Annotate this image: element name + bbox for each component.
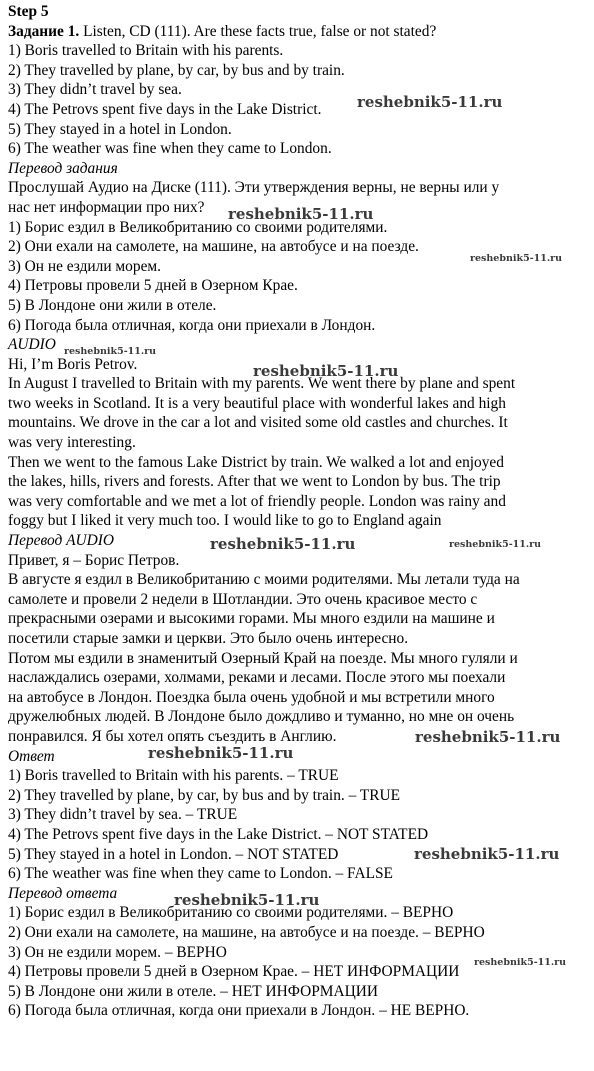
audio-line: Then we went to the famous Lake District by train. We walked a lot and enjoyed: [8, 453, 504, 471]
task-label: Задание 1.: [8, 22, 80, 40]
task-translation-line: 3) Он не ездили морем.: [8, 257, 161, 275]
task-item: 2) They travelled by plane, by car, by bus and by train.: [8, 61, 345, 79]
task-translation-line: 4) Петровы провели 5 дней в Озерном Крае.: [8, 277, 298, 295]
task-item: 4) The Petrovs spent five days in the Lake District.: [8, 100, 322, 118]
task-item: 1) Boris travelled to Britain with his parents.: [8, 42, 284, 60]
audio-line: the lakes, hills, rivers and forests. After that we went to London by bus. The trip: [8, 473, 501, 491]
answer-translation-line: 4) Петровы провели 5 дней в Озерном Крае. – НЕТ ИНФОРМАЦИИ: [8, 963, 460, 981]
watermark: reshebnik5-11.ru: [148, 744, 294, 762]
task-text: Listen, CD (111). Are these facts true, false or not stated?: [79, 22, 437, 40]
answer-line: 3) They didn’t travel by sea. – TRUE: [8, 806, 238, 824]
task-translation-line: 6) Погода была отличная, когда они приехали в Лондон.: [8, 316, 376, 334]
answer-line: 2) They travelled by plane, by car, by bus and by train. – TRUE: [8, 786, 401, 804]
watermark: reshebnik5-11.ru: [253, 362, 399, 380]
answer-translation-line: 6) Погода была отличная, когда они приехали в Лондон. – НЕ ВЕРНО.: [8, 1002, 470, 1020]
audio-translation-line: дружелюбных людей. В Лондоне было дождливо и туманно, но мне он очень: [8, 708, 515, 726]
audio-translation-line: понравился. Я бы хотел опять съездить в Англию.: [8, 727, 337, 745]
audio-line: two weeks in Scotland. It is a very beautiful place with wonderful lakes and high: [8, 394, 506, 412]
answer-translation-heading: Перевод ответа: [8, 884, 118, 902]
watermark: reshebnik5-11.ru: [449, 539, 542, 550]
watermark: reshebnik5-11.ru: [415, 728, 561, 746]
task-translation-line: Прослушай Аудио на Диске (111). Эти утверждения верны, не верны или у: [8, 179, 500, 197]
audio-line: Hi, I’m Boris Petrov.: [8, 355, 138, 373]
answer-line: 6) The weather was fine when they came to London. – FALSE: [8, 865, 393, 883]
task-translation-heading: Перевод задания: [8, 159, 118, 177]
audio-line: mountains. We drove in the car a lot and visited some old castles and churches. It: [8, 414, 508, 432]
task-header: [8, 22, 588, 42]
task-item: 5) They stayed in a hotel in London.: [8, 120, 232, 138]
task-item: 6) The weather was fine when they came to London.: [8, 140, 332, 158]
audio-translation-line: В августе я ездил в Великобританию с моими родителями. Мы летали туда на: [8, 571, 520, 589]
audio-line: foggy but I liked it very much too. I would like to go to England again: [8, 512, 442, 530]
document-page: [8, 2, 588, 1021]
watermark: reshebnik5-11.ru: [210, 535, 356, 553]
watermark: reshebnik5-11.ru: [470, 253, 563, 264]
answer-translation-line: 5) В Лондоне они жили в отеле. – НЕТ ИНФОРМАЦИИ: [8, 982, 378, 1000]
audio-translation-line: Привет, я – Борис Петров.: [8, 551, 180, 569]
task-translation-line: 2) Они ехали на самолете, на машине, на автобусе и на поезде.: [8, 238, 419, 256]
audio-line: In August I travelled to Britain with my parents. We went there by plane and spent: [8, 375, 516, 393]
audio-translation-heading: Перевод AUDIO: [8, 532, 114, 550]
answer-heading: Ответ: [8, 747, 55, 765]
task-translation-line: 5) В Лондоне они жили в отеле.: [8, 296, 217, 314]
watermark: reshebnik5-11.ru: [228, 205, 374, 223]
audio-line: was very interesting.: [8, 434, 136, 452]
watermark: reshebnik5-11.ru: [64, 346, 157, 357]
answer-translation-line: 3) Он не ездили морем. – ВЕРНО: [8, 943, 227, 961]
task-translation-line: нас нет информации про них?: [8, 198, 205, 216]
watermark: reshebnik5-11.ru: [357, 93, 503, 111]
audio-heading: AUDIO: [8, 336, 56, 354]
watermark: reshebnik5-11.ru: [414, 845, 560, 863]
step-title: Step 5: [8, 3, 49, 20]
answer-line: 5) They stayed in a hotel in London. – NOT STATED: [8, 845, 339, 863]
audio-translation-line: наслаждались озерами, холмами, реками и лесами. После этого мы поехали: [8, 669, 506, 687]
audio-line: was very comfortable and we met a lot of friendly people. London was rainy and: [8, 492, 506, 510]
audio-translation-line: на автобусе в Лондон. Поездка была очень удобной и мы встретили много: [8, 688, 495, 706]
audio-translation-line: Потом мы ездили в знаменитый Озерный Край на поезде. Мы много гуляли и: [8, 649, 518, 667]
task-translation-line: 1) Борис ездил в Великобританию со своими родителями.: [8, 218, 388, 236]
answer-translation-line: 1) Борис ездил в Великобританию со своими родителями. – ВЕРНО: [8, 904, 454, 922]
audio-translation-line: прекрасными озерами и высокими горами. Мы много ездили на машине и: [8, 610, 495, 628]
task-item: 3) They didn’t travel by sea.: [8, 81, 182, 99]
audio-translation-line: посетили старые замки и церкви. Это было очень интересно.: [8, 630, 409, 647]
watermark: reshebnik5-11.ru: [474, 957, 567, 968]
watermark: reshebnik5-11.ru: [174, 891, 320, 909]
answer-translation-line: 2) Они ехали на самолете, на машине, на автобусе и на поезде. – ВЕРНО: [8, 923, 485, 941]
answer-line: 1) Boris travelled to Britain with his parents. – TRUE: [8, 767, 339, 785]
audio-translation-line: самолете и провели 2 недели в Шотландии. Это очень красивое место с: [8, 590, 478, 608]
answer-line: 4) The Petrovs spent five days in the Lake District. – NOT STATED: [8, 825, 429, 843]
